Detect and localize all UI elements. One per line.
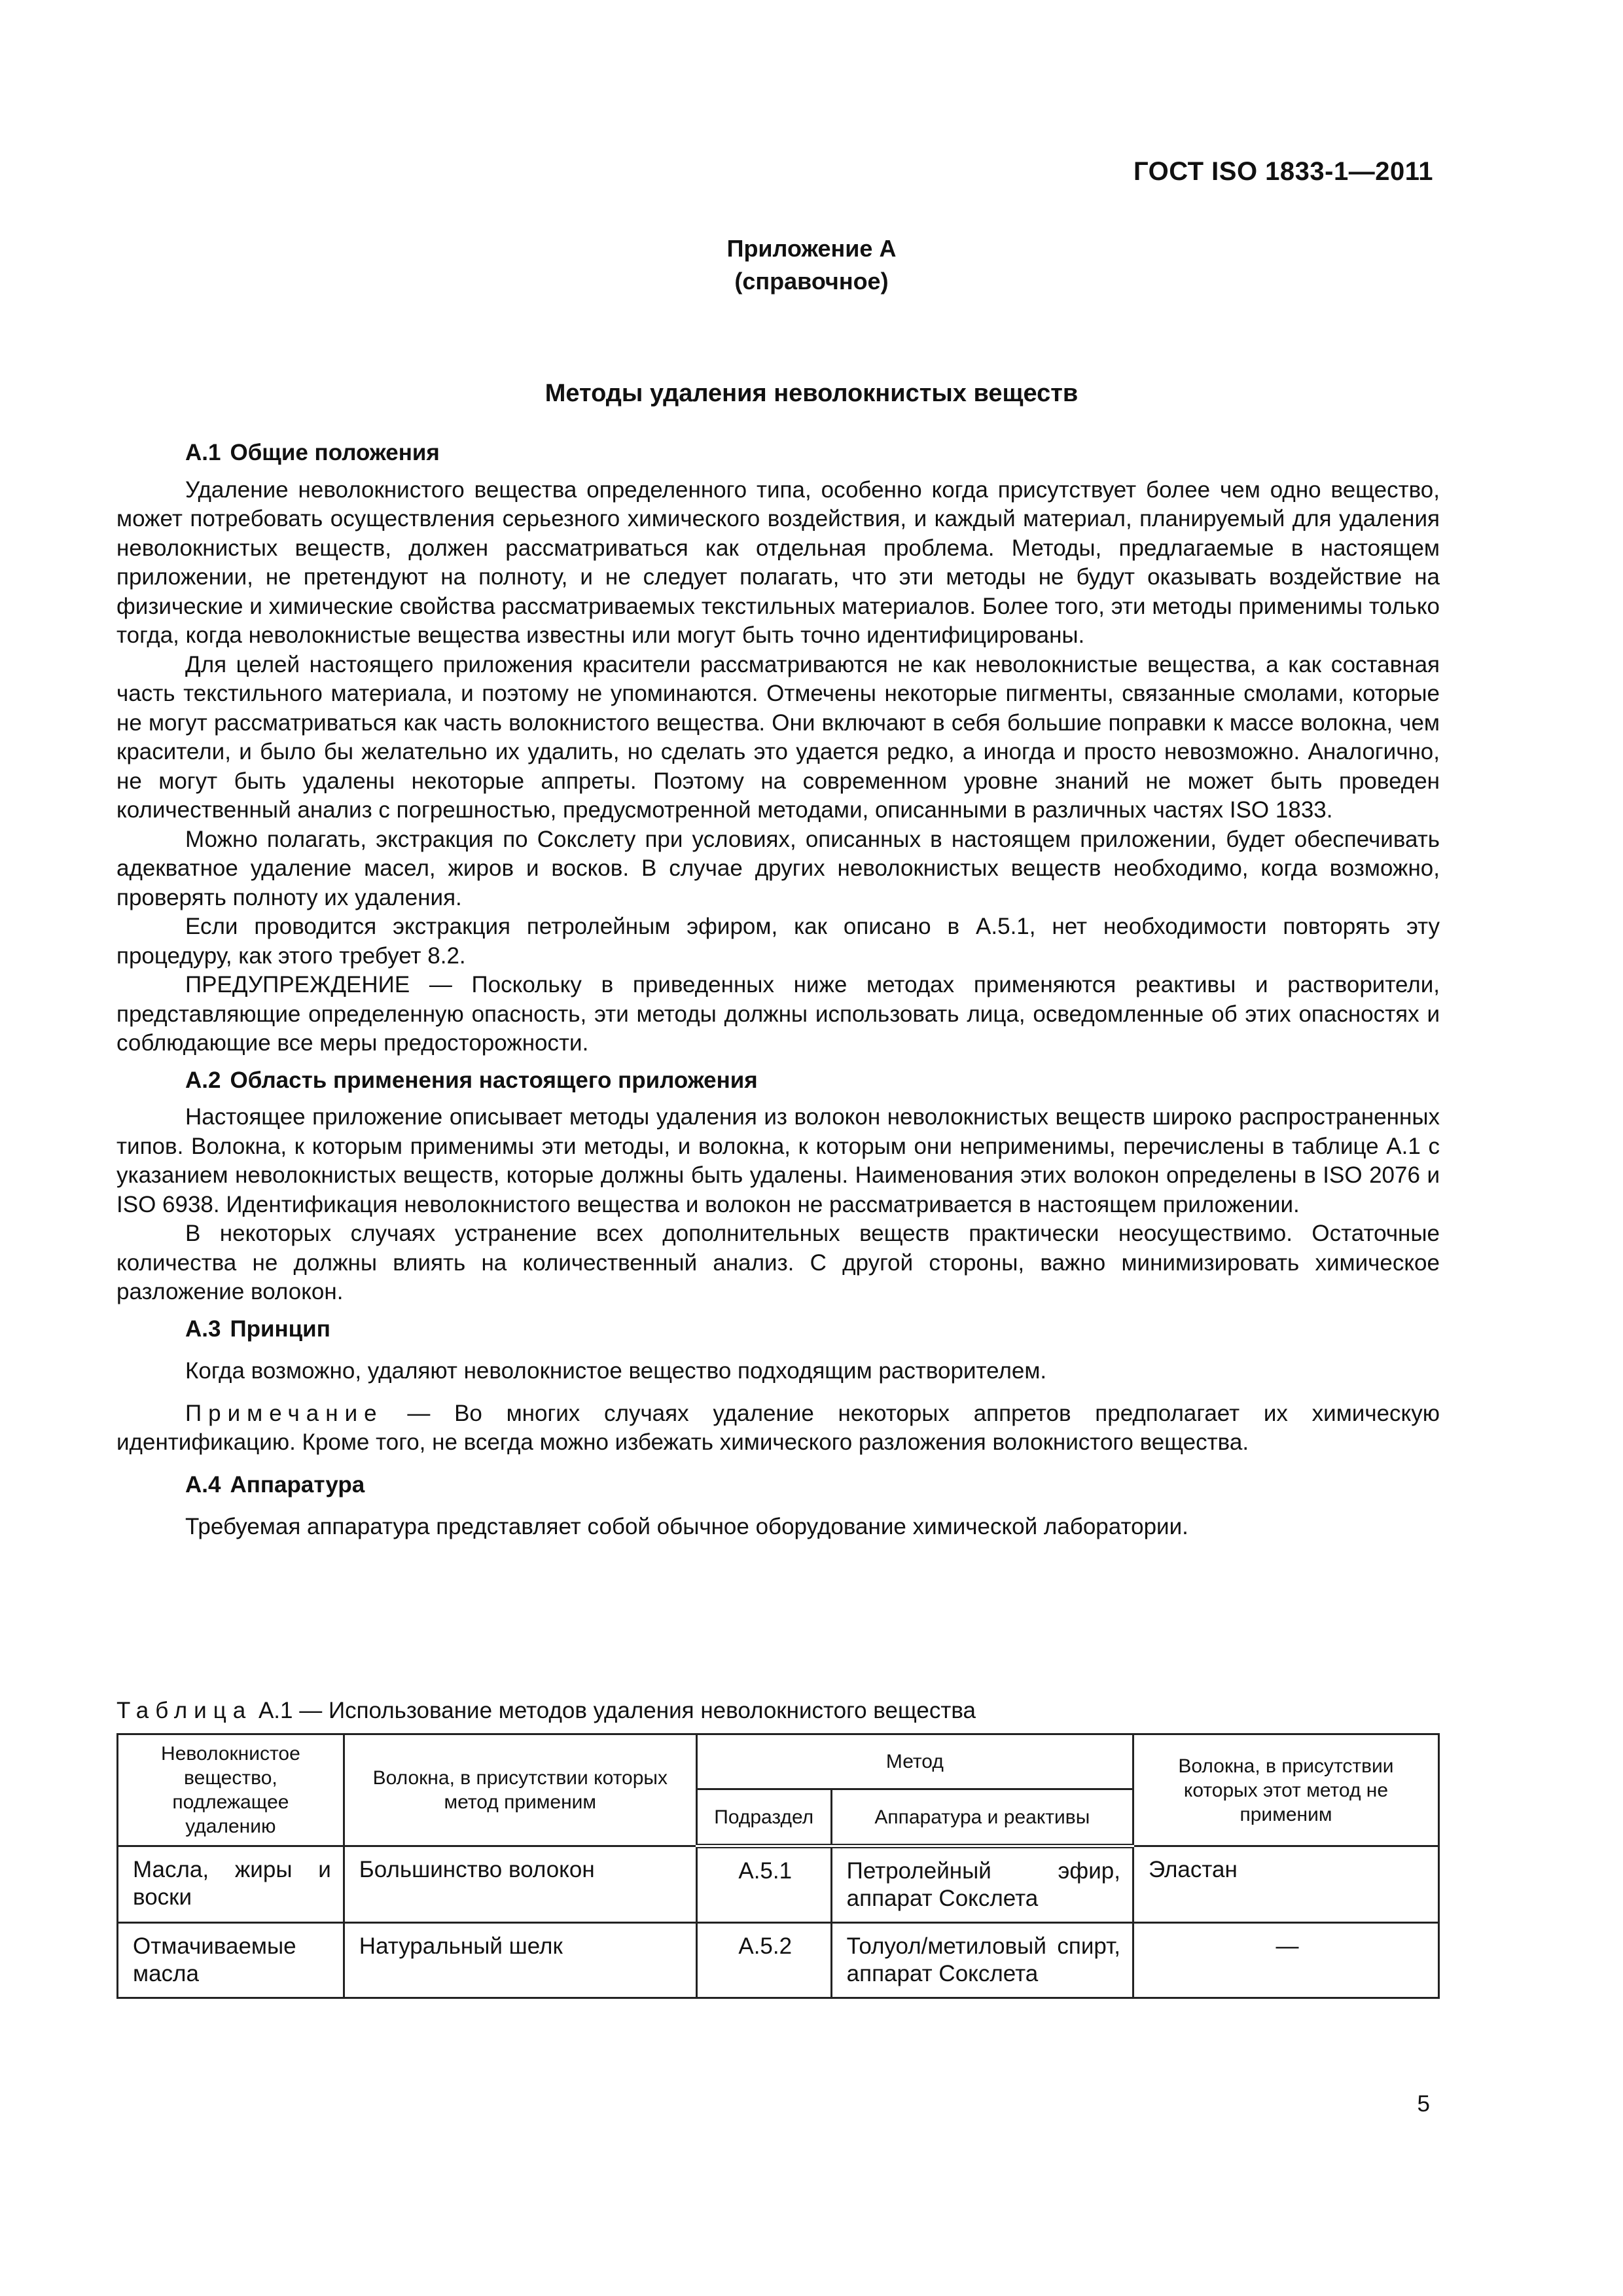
cell-not-applicable: — <box>1133 1923 1438 1998</box>
section-title: Принцип <box>230 1316 330 1342</box>
section-heading-a2 <box>116 1066 1440 1096</box>
section-heading-a3 <box>116 1315 1440 1344</box>
section-number: А.2 <box>185 1067 221 1093</box>
table-row <box>118 1846 1439 1923</box>
cell-fibers: Натуральный шелк <box>344 1923 696 1998</box>
cell-fibers: Большинство волокон <box>344 1846 696 1923</box>
cell-subsection: А.5.2 <box>696 1923 831 1998</box>
table-caption-text: А.1 — Использование методов удаления неволокнистого вещества <box>252 1698 976 1723</box>
section-heading-a1 <box>116 439 1440 468</box>
appendix-title: Методы удаления неволокнистых веществ <box>544 380 1079 407</box>
section-number: А.1 <box>185 440 221 465</box>
section-title: Аппаратура <box>230 1471 365 1498</box>
header-method: Метод <box>696 1734 1133 1789</box>
section-title: Область применения настоящего приложения <box>230 1067 758 1093</box>
note-label: Примечание <box>185 1400 383 1426</box>
header-substance: Неволокнистое вещество, подлежащее удалению <box>118 1734 344 1846</box>
header-subsection: Подраздел <box>696 1789 831 1846</box>
warning-paragraph: ПРЕДУПРЕЖДЕНИЕ — Поскольку в приведенных ниже методах применяются реактивы и растворители, представляющие определенную опасность, эти методы должны использовать лица, осведомленные об этих опасностях и соблюдающие все меры предосторожности. <box>116 972 1440 1056</box>
cell-substance: Масла, жиры и воски <box>118 1846 344 1923</box>
header-apparatus: Аппаратура и реактивы <box>831 1789 1133 1846</box>
table-caption-label: Таблица <box>116 1698 253 1723</box>
cell-apparatus: Толуол/метиловый спирт, аппарат Сокслета <box>831 1923 1133 1998</box>
table-row <box>118 1923 1439 1998</box>
cell-not-applicable: Эластан <box>1133 1846 1438 1923</box>
appendix-heading <box>0 232 1623 298</box>
document-code: ГОСТ ISO 1833-1—2011 <box>1133 157 1433 186</box>
note-paragraph <box>116 1399 1440 1458</box>
paragraph: Настоящее приложение описывает методы удаления из волокон неволокнистых веществ широко распространенных типов. Волокна, к которым применимы эти методы, и волокна, к которым они неприменимы, перечислены в таблице А.1 с указанием неволокнистых веществ, которые должны быть удалены. Наименования этих волокон определены в ISO 2076 и ISO 6938. Идентификация неволокнистого вещества и волокон не рассматривается в настоящем приложении. <box>116 1104 1440 1217</box>
paragraph: Удаление неволокнистого вещества определенного типа, особенно когда присутствует более чем одно вещество, может потребовать осуществления серьезного химического воздействия, и каждый материал, планируемый для удаления неволокнистых веществ, должен рассматриваться как отдельная проблема. Методы, предлагаемые в настоящем приложении, не претендуют на полноту, и не следует полагать, что эти методы не будут оказывать воздействие на физические и химические свойства рассматриваемых текстильных материалов. Более того, эти методы применимы только тогда, когда неволокнистые вещества известны или могут быть точно идентифицированы. <box>116 476 1440 648</box>
section-number: А.3 <box>185 1316 221 1342</box>
section-number: А.4 <box>185 1471 221 1498</box>
cell-substance: Отмачиваемые масла <box>118 1923 344 1998</box>
paragraph: В некоторых случаях устранение всех дополнительных веществ практически неосуществимо. Остаточные количества не должны влиять на количественный анализ. С другой стороны, важно минимизировать химическое разложение волокон. <box>116 1221 1440 1304</box>
paragraph: Можно полагать, экстракция по Сокслету при условиях, описанных в настоящем приложении, будет обеспечивать адекватное удаление масел, жиров и восков. В случае других неволокнистых веществ необходимо, когда возможно, проверять полноту их удаления. <box>116 826 1440 910</box>
appendix-label: Приложение А <box>726 235 897 262</box>
cell-subsection: А.5.1 <box>696 1846 831 1923</box>
note-text: — Во многих случаях удаление некоторых аппретов предполагает их химическую идентификацию. Кроме того, не всегда можно избежать химического разложения волокнистого вещества. <box>116 1400 1440 1455</box>
header-fibers-applicable: Волокна, в присутствии которых метод применим <box>344 1734 696 1846</box>
table-caption <box>116 1696 976 1725</box>
paragraph: Когда возможно, удаляют неволокнистое вещество подходящим растворителем. <box>185 1358 1047 1384</box>
paragraph: Требуемая аппаратура представляет собой обычное оборудование химической лаборатории. <box>185 1514 1188 1539</box>
cell-apparatus: Петролейный эфир, аппарат Сокслета <box>831 1846 1133 1923</box>
section-title: Общие положения <box>230 440 440 465</box>
paragraph: Для целей настоящего приложения красители рассматриваются не как неволокнистые вещества, а как составная часть текстильного материала, и поэтому не упоминаются. Отмечены некоторые пигменты, связанные смолами, которые не могут рассматриваться как часть волокнистого вещества. Они включают в себя большие поправки к массе волокна, чем красители, и было бы желательно их удалить, но сделать это удается редко, а иногда и просто невозможно. Аналогично, не могут быть удалены некоторые аппреты. Поэтому на современном уровне знаний не может быть проведен количественный анализ с погрешностью, предусмотренной методами, описанными в различных частях ISO 1833. <box>116 651 1440 823</box>
appendix-type: (справочное) <box>734 268 889 295</box>
body-text <box>116 439 1440 1542</box>
section-heading-a4 <box>116 1471 1440 1500</box>
header-fibers-not-applicable: Волокна, в присутствии которых этот метод не применим <box>1133 1734 1438 1846</box>
paragraph: Если проводится экстракция петролейным эфиром, как описано в А.5.1, нет необходимости повторять эту процедуру, как этого требует 8.2. <box>116 914 1440 969</box>
page-number: 5 <box>1417 2091 1430 2117</box>
methods-table <box>116 1733 1440 1999</box>
